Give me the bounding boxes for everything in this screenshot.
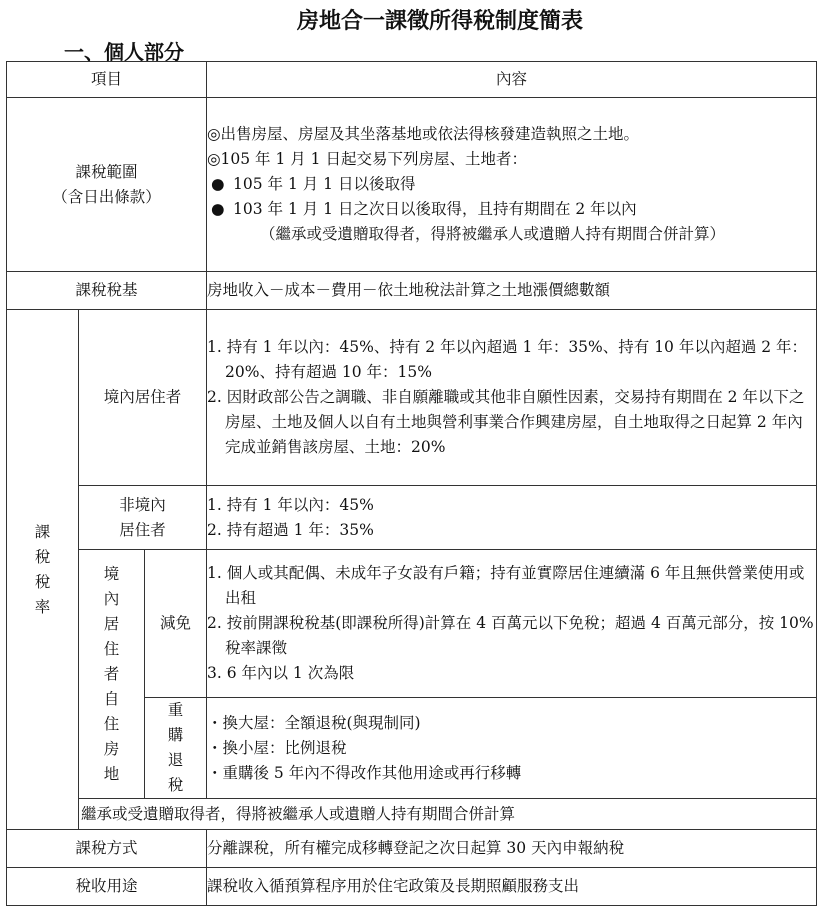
exemption-item1: 1. 個人或其配偶、未成年子女設有戶籍；持有並實際居住連續滿 6 年且無供營業使用或出租: [207, 564, 805, 607]
exemption-row: [7, 550, 817, 698]
usage-text: 課稅收入循預算程序用於住宅政策及長期照顧服務支出: [207, 868, 817, 906]
header-item: 項目: [7, 62, 207, 98]
base-label: 課稅稅基: [7, 272, 207, 310]
resident-label: 境內居住者: [79, 310, 207, 486]
resident-content: [207, 310, 817, 486]
self-use-label-text: 境 內 居 住 者 自 住 房 地: [103, 564, 120, 783]
exemption-item2: 2. 按前開課稅稅基(即課稅所得)計算在 4 百萬元以下免稅；超過 4 百萬元部分，按 10%稅率課徵: [207, 614, 814, 657]
repurchase-item2: ・換小屋：比例退稅: [207, 738, 347, 757]
nonresident-label-line1: 非境內: [119, 495, 166, 514]
section-title: 一、個人部分: [64, 40, 184, 64]
resident-item1: 1. 持有 1 年以內：45%、持有 2 年以內超過 1 年：35%、持有 10 年以內超過 2 年：20%、持有超過 10 年：15%: [207, 338, 808, 381]
bullet-icon: ●: [211, 175, 225, 193]
inheritance-note: 繼承或受遺贈取得者，得將被繼承人或遺贈人持有期間合併計算: [79, 799, 817, 830]
rate-label: [7, 310, 79, 830]
scope-label-text: 課稅範圍: [75, 162, 138, 181]
scope-bullet2-note: （繼承或受遺贈取得者，得將被繼承人或遺贈人持有期間合併計算）: [260, 225, 726, 243]
exemption-item3: 3. 6 年內以 1 次為限: [207, 664, 355, 682]
scope-bullet1: ● 105 年 1 月 1 日以後取得: [207, 172, 816, 197]
scope-label: [7, 98, 207, 272]
nonresident-item2: 2. 持有超過 1 年：35%: [207, 520, 374, 539]
method-label: 課稅方式: [7, 830, 207, 868]
usage-row: [7, 868, 817, 906]
nonresident-label: [79, 486, 207, 550]
repurchase-label: [145, 698, 207, 799]
inheritance-row: [7, 799, 817, 830]
scope-bullet2: ● 103 年 1 月 1 日之次日以後取得，且持有期間在 2 年以內: [207, 197, 816, 222]
bullet-icon: ●: [211, 200, 225, 218]
scope-line2: ◎105 年 1 月 1 日起交易下列房屋、土地者：: [207, 150, 527, 168]
base-row: [7, 272, 817, 310]
scope-line1: ◎出售房屋、房屋及其坐落基地或依法得核發建造執照之土地。: [207, 125, 640, 143]
nonresident-content: [207, 486, 817, 550]
header-content: 內容: [207, 62, 817, 98]
tax-table: [6, 61, 817, 906]
nonresident-item1: 1. 持有 1 年以內：45%: [207, 495, 374, 514]
nonresident-label-line2: 居住者: [119, 520, 166, 539]
resident-row: [7, 310, 817, 486]
repurchase-label-text: 重 購 退 稅: [167, 701, 184, 794]
exemption-content: [207, 550, 817, 698]
header-row: [7, 62, 817, 98]
method-row: [7, 830, 817, 868]
base-text: 房地收入－成本－費用－依土地稅法計算之土地漲價總數額: [207, 272, 817, 310]
nonresident-row: [7, 486, 817, 550]
repurchase-item1: ・換大屋：全額退稅(與現制同): [207, 713, 421, 732]
resident-item2: 2. 因財政部公告之調職、非自願離職或其他非自願性因素，交易持有期間在 2 年以下之房屋、土地及個人以自有土地與營利事業合作興建房屋，自土地取得之日起算 2 年內完成並銷售該房屋、土地：20%: [207, 388, 805, 456]
scope-row: [7, 98, 817, 272]
exemption-label: 減免: [145, 550, 207, 698]
document-title: 房地合一課徵所得稅制度簡表: [296, 9, 583, 34]
self-use-label: [79, 550, 145, 799]
usage-label: 稅收用途: [7, 868, 207, 906]
scope-label-note: （含日出條款）: [52, 187, 161, 206]
repurchase-content: [207, 698, 817, 799]
rate-label-text: 課 稅 稅 率: [34, 522, 51, 616]
scope-content: [207, 98, 817, 272]
repurchase-item3: ・重購後 5 年內不得改作其他用途或再行移轉: [207, 763, 522, 782]
method-text: 分離課稅，所有權完成移轉登記之次日起算 30 天內申報納稅: [207, 830, 817, 868]
